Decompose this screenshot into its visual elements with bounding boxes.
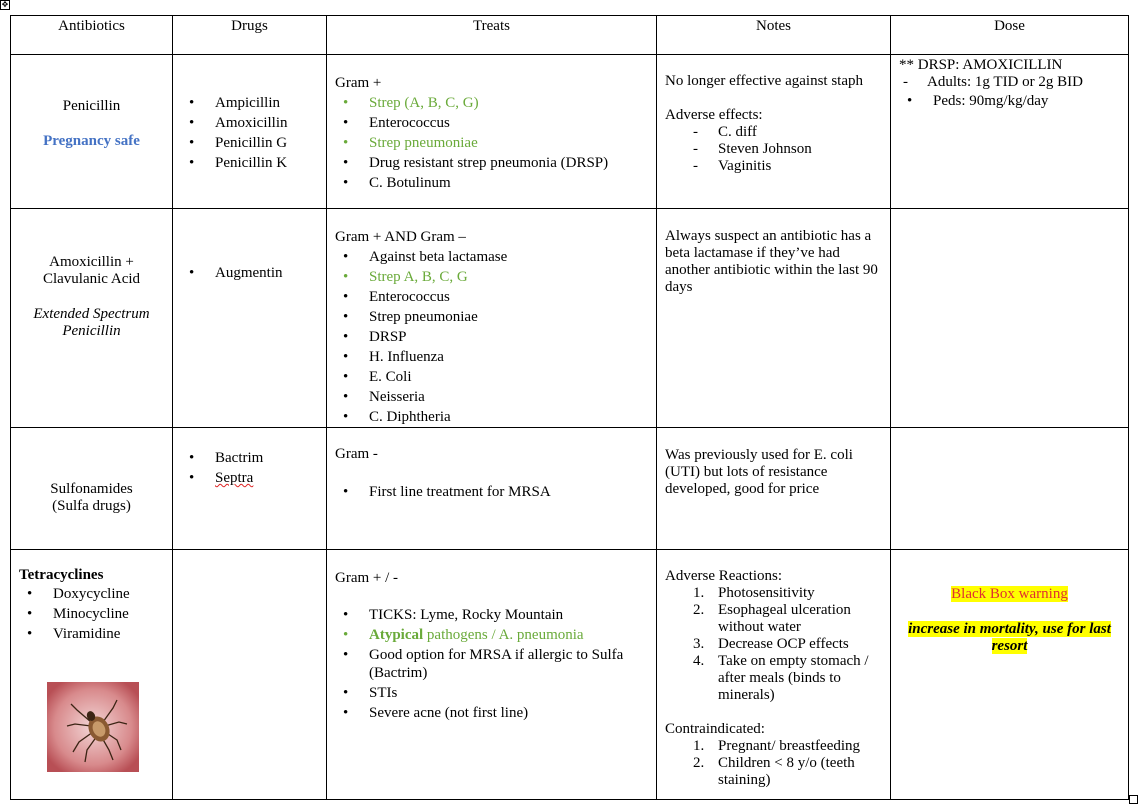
list-item	[335, 626, 648, 644]
dose-adults: Adults: 1g TID or 2g BID	[927, 74, 1083, 90]
antibiotic-cell	[11, 428, 173, 550]
notes-intro: No longer effective against staph	[665, 73, 863, 89]
dose-title: ** DRSP: AMOXICILLIN	[899, 57, 1063, 73]
list-item: 2. Esophageal ulceration without water	[693, 602, 851, 635]
adverse-title: Adverse Reactions:	[665, 568, 783, 584]
list-item: • Enterococcus	[335, 287, 648, 307]
list-item: 4. Take on empty stomach / after meals (binds to minerals)	[693, 653, 869, 703]
antibiotic-cell	[11, 550, 173, 800]
list-item: • Penicillin K	[181, 153, 318, 173]
notes-cell	[657, 428, 891, 550]
header-treats: Treats	[327, 16, 657, 55]
list-item: • Enterococcus	[335, 113, 648, 133]
treats-cell	[327, 209, 657, 428]
table-row	[11, 428, 1129, 550]
list-item: • STIs	[335, 684, 648, 702]
dose-cell: ** DRSP: AMOXICILLIN - Adults: 1g TID or 2g BID • Peds: 90mg/kg/day	[891, 55, 1129, 209]
list-item: • Amoxicillin	[181, 113, 318, 133]
list-item	[181, 468, 318, 488]
drugs-cell	[173, 55, 327, 209]
table-row	[11, 550, 1129, 800]
black-box-warning: Black Box warning	[951, 586, 1068, 602]
atypical-rest: pathogens / A. pneumonia	[423, 627, 584, 643]
contra-item: Pregnant/ breastfeeding	[718, 738, 861, 754]
atypical-bold: Atypical	[369, 627, 424, 643]
adverse-item: Esophageal ulceration without water	[718, 602, 851, 635]
drugs-cell	[173, 209, 327, 428]
list-item: • Strep (A, B, C, G)	[335, 93, 648, 113]
list-item: 3. Decrease OCP effects	[693, 636, 849, 652]
drugs-cell	[173, 550, 327, 800]
list-item: • E. Coli	[335, 367, 648, 387]
treats-cell	[327, 550, 657, 800]
header-dose: Dose	[891, 16, 1129, 55]
list-item: • First line treatment for MRSA	[335, 484, 648, 501]
treats-title: Gram +	[335, 75, 382, 91]
list-item: • Neisseria	[335, 387, 648, 407]
table-row	[11, 55, 1129, 209]
header-notes: Notes	[657, 16, 891, 55]
list-item: - C. diff	[665, 124, 882, 141]
notes-text: Was previously used for E. coli (UTI) but lots of resistance developed, good for price	[665, 447, 853, 497]
list-item: • Penicillin G	[181, 133, 318, 153]
contra-item: Children < 8 y/o (teeth staining)	[718, 755, 855, 788]
list-item: • TICKS: Lyme, Rocky Mountain	[335, 606, 648, 624]
dose-cell	[891, 550, 1129, 800]
treats-title: Gram + / -	[335, 570, 399, 586]
dose-cell	[891, 209, 1129, 428]
table-move-handle-icon[interactable]: ✥	[1, 0, 9, 9]
header-antibiotics: Antibiotics	[11, 16, 173, 55]
list-item: • Severe acne (not first line)	[335, 704, 648, 722]
treats-cell	[327, 55, 657, 209]
antibiotic-cell	[11, 209, 173, 428]
notes-title: Adverse effects:	[665, 107, 763, 123]
dose-cell	[891, 428, 1129, 550]
list-item: • Drug resistant strep pneumonia (DRSP)	[335, 153, 648, 173]
antibiotic-cell	[11, 55, 173, 209]
treats-title: Gram -	[335, 446, 378, 462]
list-item: • Doxycycline	[19, 584, 164, 604]
antibiotics-table	[10, 15, 1129, 800]
antibiotic-name-line1: Sulfonamides	[50, 480, 133, 497]
adverse-item: Decrease OCP effects	[718, 636, 849, 652]
list-item: • Ampicillin	[181, 93, 318, 113]
adverse-item: Take on empty stomach / after meals (binds to minerals)	[718, 653, 869, 703]
list-item: • C. Diphtheria	[335, 407, 648, 427]
spellcheck-underlined-word[interactable]: Septra	[215, 470, 254, 486]
list-item: 2. Children < 8 y/o (teeth staining)	[693, 755, 855, 788]
list-item: • Against beta lactamase	[335, 247, 648, 267]
list-item: • Strep pneumoniae	[335, 133, 648, 153]
tick-photo-image	[47, 682, 139, 772]
list-item: • H. Influenza	[335, 347, 648, 367]
antibiotic-name: Tetracyclines	[19, 567, 104, 583]
antibiotic-name: Penicillin	[62, 97, 121, 114]
list-item: - Vaginitis	[665, 158, 882, 175]
adverse-item: Photosensitivity	[718, 585, 815, 601]
antibiotic-name-line2: (Sulfa drugs)	[52, 497, 131, 514]
notes-cell	[657, 209, 891, 428]
notes-cell	[657, 55, 891, 209]
treats-cell	[327, 428, 657, 550]
treats-title: Gram + AND Gram –	[335, 229, 466, 245]
list-item: • Viramidine	[19, 624, 164, 644]
list-item: • Augmentin	[181, 265, 318, 282]
notes-text: Always suspect an antibiotic has a beta lactamase if they’ve had another antibiotic within the last 90 days	[665, 228, 878, 295]
black-box-detail: increase in mortality, use for last resort	[908, 621, 1111, 654]
header-drugs: Drugs	[173, 16, 327, 55]
table-row	[11, 209, 1129, 428]
list-item: • Bactrim	[181, 448, 318, 468]
pregnancy-safe-label: Pregnancy safe	[43, 132, 140, 149]
list-item: • DRSP	[335, 327, 648, 347]
antibiotic-name-line2: Clavulanic Acid	[42, 271, 141, 287]
drugs-cell	[173, 428, 327, 550]
list-item: • Good option for MRSA if allergic to Sulfa (Bactrim)	[335, 646, 648, 682]
dose-peds: • Peds: 90mg/kg/day	[899, 93, 1120, 110]
list-item: • Minocycline	[19, 604, 164, 624]
list-item: 1. Photosensitivity	[693, 585, 815, 601]
antibiotic-note-line2: Penicillin	[62, 323, 121, 339]
notes-cell	[657, 550, 891, 800]
header-row	[11, 16, 1129, 55]
list-item: • Strep A, B, C, G	[335, 267, 648, 287]
contraindicated-title: Contraindicated:	[665, 721, 765, 737]
list-item: • Strep pneumoniae	[335, 307, 648, 327]
list-item: • C. Botulinum	[335, 173, 648, 193]
list-item: 1. Pregnant/ breastfeeding	[693, 738, 861, 754]
list-item: - Steven Johnson	[665, 141, 882, 158]
antibiotic-note-line1: Extended Spectrum	[33, 306, 150, 322]
antibiotic-name-line1: Amoxicillin +	[49, 254, 134, 270]
table-resize-handle-icon[interactable]	[1129, 795, 1138, 804]
